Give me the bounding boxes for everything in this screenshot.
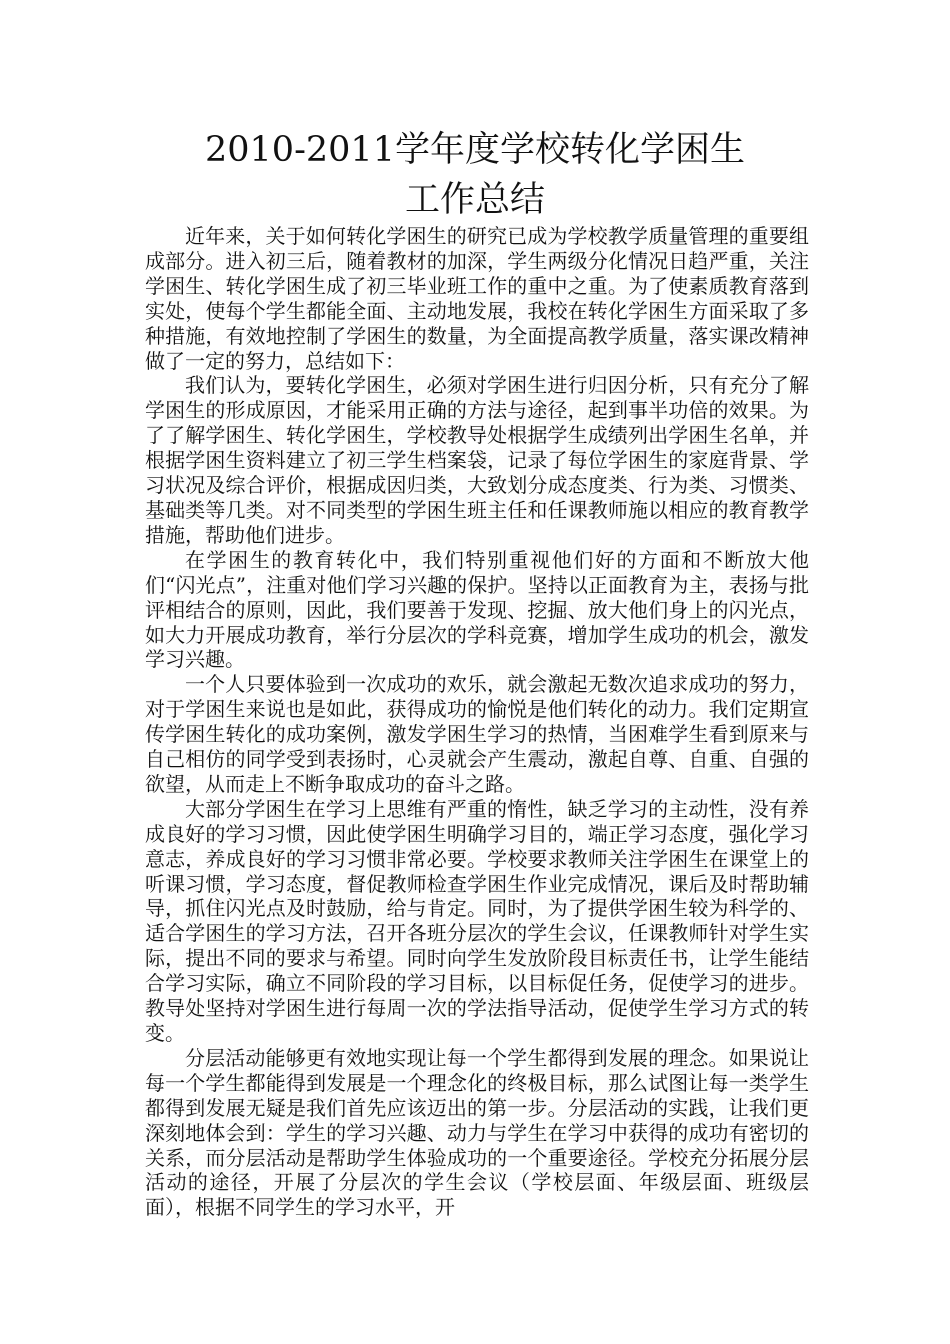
paragraph-3: 在学困生的教育转化中，我们特别重视他们好的方面和不断放大他们“闪光点”，注重对他们学习兴趣的保护。坚持以正面教育为主，表扬与批评相结合的原则，因此，我们要善于发现、挖掘、放大他们身上的闪光点，如大力开展成功教育，举行分层次的学科竞赛，增加学生成功的机会，激发学习兴趣。 (145, 547, 809, 672)
document-title-line-1: 2010-2011学年度学校转化学困生 (205, 130, 745, 170)
paragraph-1: 近年来，关于如何转化学困生的研究已成为学校教学质量管理的重要组成部分。进入初三后，随着教材的加深，学生两级分化情况日趋严重，关注学困生、转化学困生成了初三毕业班工作的重中之重。为了使素质教育落到实处，使每个学生都能全面、主动地发展，我校在转化学困生方面采取了多种措施，有效地控制了学困生的数量，为全面提高教学质量，落实课改精神做了一定的努力，总结如下： (145, 224, 809, 373)
document-body (145, 224, 809, 1220)
paragraph-4: 一个人只要体验到一次成功的欢乐，就会激起无数次追求成功的努力，对于学困生来说也是如此，获得成功的愉悦是他们转化的动力。我们定期宣传学困生转化的成功案例，激发学困生学习的热情，当困难学生看到原来与自己相仿的同学受到表扬时，心灵就会产生震动，激起自尊、自重、自强的欲望，从而走上不断争取成功的奋斗之路。 (145, 672, 809, 796)
paragraph-5: 大部分学困生在学习上思维有严重的惰性，缺乏学习的主动性，没有养成良好的学习习惯，因此使学困生明确学习目的，端正学习态度，强化学习意志，养成良好的学习习惯非常必要。学校要求教师关注学困生在课堂上的听课习惯，学习态度，督促教师检查学困生作业完成情况，课后及时帮助辅导，抓住闪光点及时鼓励，给与肯定。同时，为了提供学困生较为科学的、适合学困生的学习方法，召开各班分层次的学生会议，任课教师针对学生实际，提出不同的要求与希望。同时向学生发放阶段目标责任书，让学生能结合学习实际，确立不同阶段的学习目标，以目标促任务，促使学习的进步。教导处坚持对学困生进行每周一次的学法指导活动，促使学生学习方式的转变。 (145, 796, 809, 1045)
document-title-line-2: 工作总结 (404, 180, 545, 220)
paragraph-2: 我们认为，要转化学困生，必须对学困生进行归因分析，只有充分了解学困生的形成原因，才能采用正确的方法与途径，起到事半功倍的效果。为了了解学困生、转化学困生，学校教导处根据学生成绩列出学困生名单，并根据学困生资料建立了初三学生档案袋，记录了每位学困生的家庭背景、学习状况及综合评价，根据成因归类，大致划分成态度类、行为类、习惯类、基础类等几类。对不同类型的学困生班主任和任课教师施以相应的教育教学措施，帮助他们进步。 (145, 373, 809, 547)
paragraph-6: 分层活动能够更有效地实现让每一个学生都得到发展的理念。如果说让每一个学生都能得到发展是一个理念化的终极目标，那么试图让每一类学生都得到发展无疑是我们首先应该迈出的第一步。分层活动的实践，让我们更深刻地体会到：学生的学习兴趣、动力与学生在学习中获得的成功有密切的关系，而分层活动是帮助学生体验成功的一个重要途径。学校充分拓展分层活动的途径，开展了分层次的学生会议（学校层面、年级层面、班级层面），根据不同学生的学习水平，开 (145, 1045, 809, 1220)
